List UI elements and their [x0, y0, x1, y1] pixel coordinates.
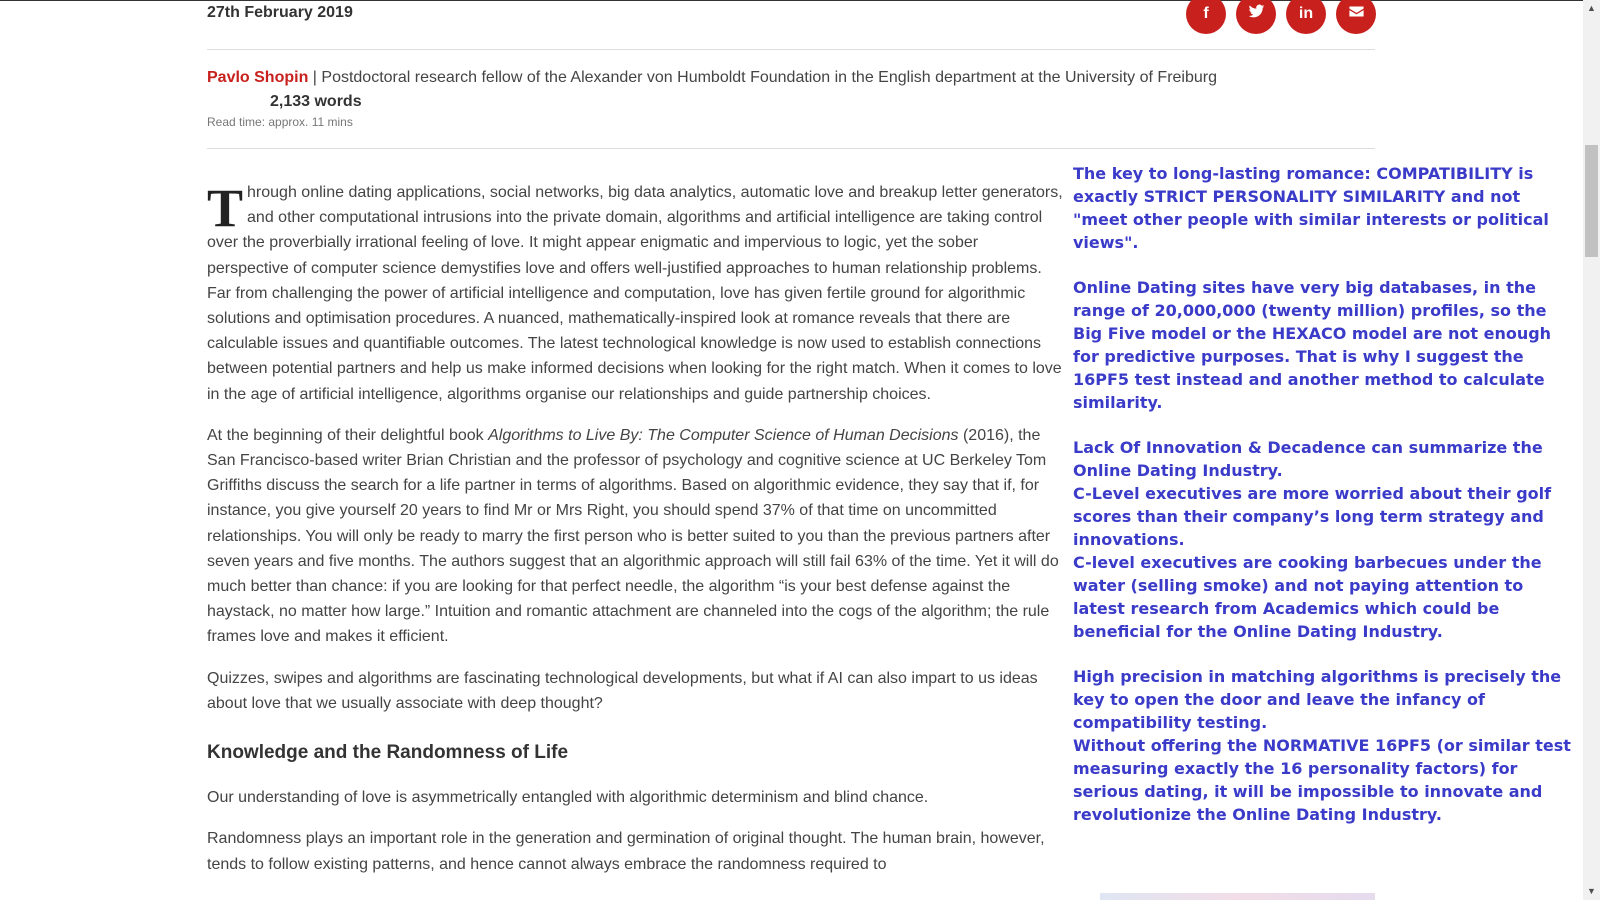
author-line	[207, 69, 1217, 87]
comment-paragraph-3	[1073, 436, 1573, 643]
scroll-down-arrow-icon[interactable]: ▼	[1587, 886, 1596, 896]
sidebar-comment	[1073, 162, 1573, 848]
share-twitter-button[interactable]	[1236, 0, 1276, 34]
paragraph-2-rest: (2016), the San Francisco-based writer Brian Christian and the professor of psychology and cognitive science at UC Berkeley Tom Griffiths discuss the search for a life partner in terms of algorithms. Based on algorithmic evidence, they say that if, for instance, you give yourself 20 years to find Mr or Mrs Right, you should spend 37% of that time on uncommitted relationships. You will only be ready to marry the first person who is better suited to you than the previous partners after seven years and five months. The authors suggest that an algorithmic approach will still fail 63% of the time. Yet it will do much better than chance: if you are looking for that perfect needle, the algorithm “is your best defense against the haystack, no matter how large.” Intuition and romantic attachment are channeled into the cogs of the algorithm; the rule frames love and makes it efficient.	[207, 426, 1059, 646]
twitter-icon	[1248, 3, 1265, 25]
author-name-link[interactable]: Pavlo Shopin	[207, 69, 309, 86]
vertical-scrollbar[interactable]	[1583, 0, 1600, 900]
scrollbar-thumb[interactable]	[1585, 145, 1598, 257]
article-paragraph-2	[207, 423, 1064, 650]
author-bio: Postdoctoral research fellow of the Alexander von Humboldt Foundation in the English department at the University of Freiburg	[321, 69, 1217, 86]
paragraph-2-intro: At the beginning of their delightful book	[207, 426, 489, 444]
comment-line-4b: Without offering the NORMATIVE 16PF5 (or similar test measuring exactly the 16 personality factors) for serious dating, it will be impossible to innovate and revolutionize the Online Dating Industry.	[1073, 736, 1571, 824]
header-divider	[207, 49, 1375, 50]
publish-date: 27th February 2019	[207, 4, 353, 21]
comment-paragraph-2: Online Dating sites have very big databases, in the range of 20,000,000 (twenty million) profiles, so the Big Five model or the HEXACO model are not enough for predictive purposes. That is why I suggest the 16PF5 test instead and another method to calculate similarity.	[1073, 278, 1552, 412]
author-divider	[207, 148, 1375, 149]
linkedin-icon: in	[1298, 5, 1314, 22]
comment-line-3c: C-level executives are cooking barbecues under the water (selling smoke) and not paying attention to latest research from Academics which could be beneficial for the Online Dating Industry.	[1073, 553, 1542, 641]
share-email-button[interactable]	[1336, 0, 1376, 34]
article-paragraph-4: Our understanding of love is asymmetrically entangled with algorithmic determinism and blind chance.	[207, 789, 929, 807]
comment-line-4a: High precision in matching algorithms is precisely the key to open the door and leave the infancy of compatibility testing.	[1073, 667, 1562, 732]
share-linkedin-button[interactable]	[1286, 0, 1326, 34]
book-title: Algorithms to Live By: The Computer Science of Human Decisions	[488, 426, 959, 444]
word-count: 2,133 words	[270, 93, 362, 110]
article-body	[207, 180, 1064, 893]
facebook-icon: f	[1203, 5, 1209, 22]
comment-paragraph-4	[1073, 665, 1573, 826]
article-paragraph-5: Randomness plays an important role in the generation and germination of original thought. The human brain, however, tends to follow existing patterns, and hence cannot always embrace the randomness required to	[207, 830, 1045, 873]
drop-cap: T	[207, 178, 244, 238]
scroll-up-arrow-icon[interactable]: ▲	[1587, 3, 1596, 13]
sidebar-image	[1100, 893, 1375, 900]
comment-line-3b: C-Level executives are more worried about their golf scores than their company’s long term strategy and innovations.	[1073, 484, 1552, 549]
article-paragraph-3: Quizzes, swipes and algorithms are fascinating technological developments, but what if AI can also impart to us ideas about love that we usually associate with deep thought?	[207, 669, 1038, 712]
comment-paragraph-1: The key to long-lasting romance: COMPATIBILITY is exactly STRICT PERSONALITY SIMILARITY and not "meet other people with similar interests or political views".	[1073, 164, 1549, 252]
read-time: Read time: approx. 11 mins	[207, 115, 353, 129]
share-facebook-button[interactable]	[1186, 0, 1226, 34]
email-icon	[1348, 3, 1365, 25]
paragraph-1-text: hrough online dating applications, social networks, big data analytics, automatic love and breakup letter generators, and other computational intrusions into the private domain, algorithms and artificial intelligence are taking control over the proverbially irrational feeling of love. It might appear enigmatic and impervious to logic, yet the sober perspective of computer science demystifies love and offers well-justified approaches to human relationship problems. Far from challenging the power of artificial intelligence and computation, love has given fertile ground for algorithmic solutions and optimisation procedures. A nuanced, mathematically-inspired look at romance reveals that there are calculable issues and quantifiable outcomes. The latest technological knowledge is now used to establish connections between potential partners and help us make informed decisions when looking for the right match. When it comes to love in the age of artificial intelligence, algorithms organise our relationships and guide partnership choices.	[207, 184, 1063, 403]
author-separator: |	[308, 69, 322, 86]
comment-line-3a: Lack Of Innovation & Decadence can summarize the Online Dating Industry.	[1073, 438, 1543, 480]
share-bar	[1186, 0, 1376, 34]
article-paragraph-1	[207, 180, 1064, 407]
section-heading: Knowledge and the Randomness of Life	[207, 742, 569, 764]
